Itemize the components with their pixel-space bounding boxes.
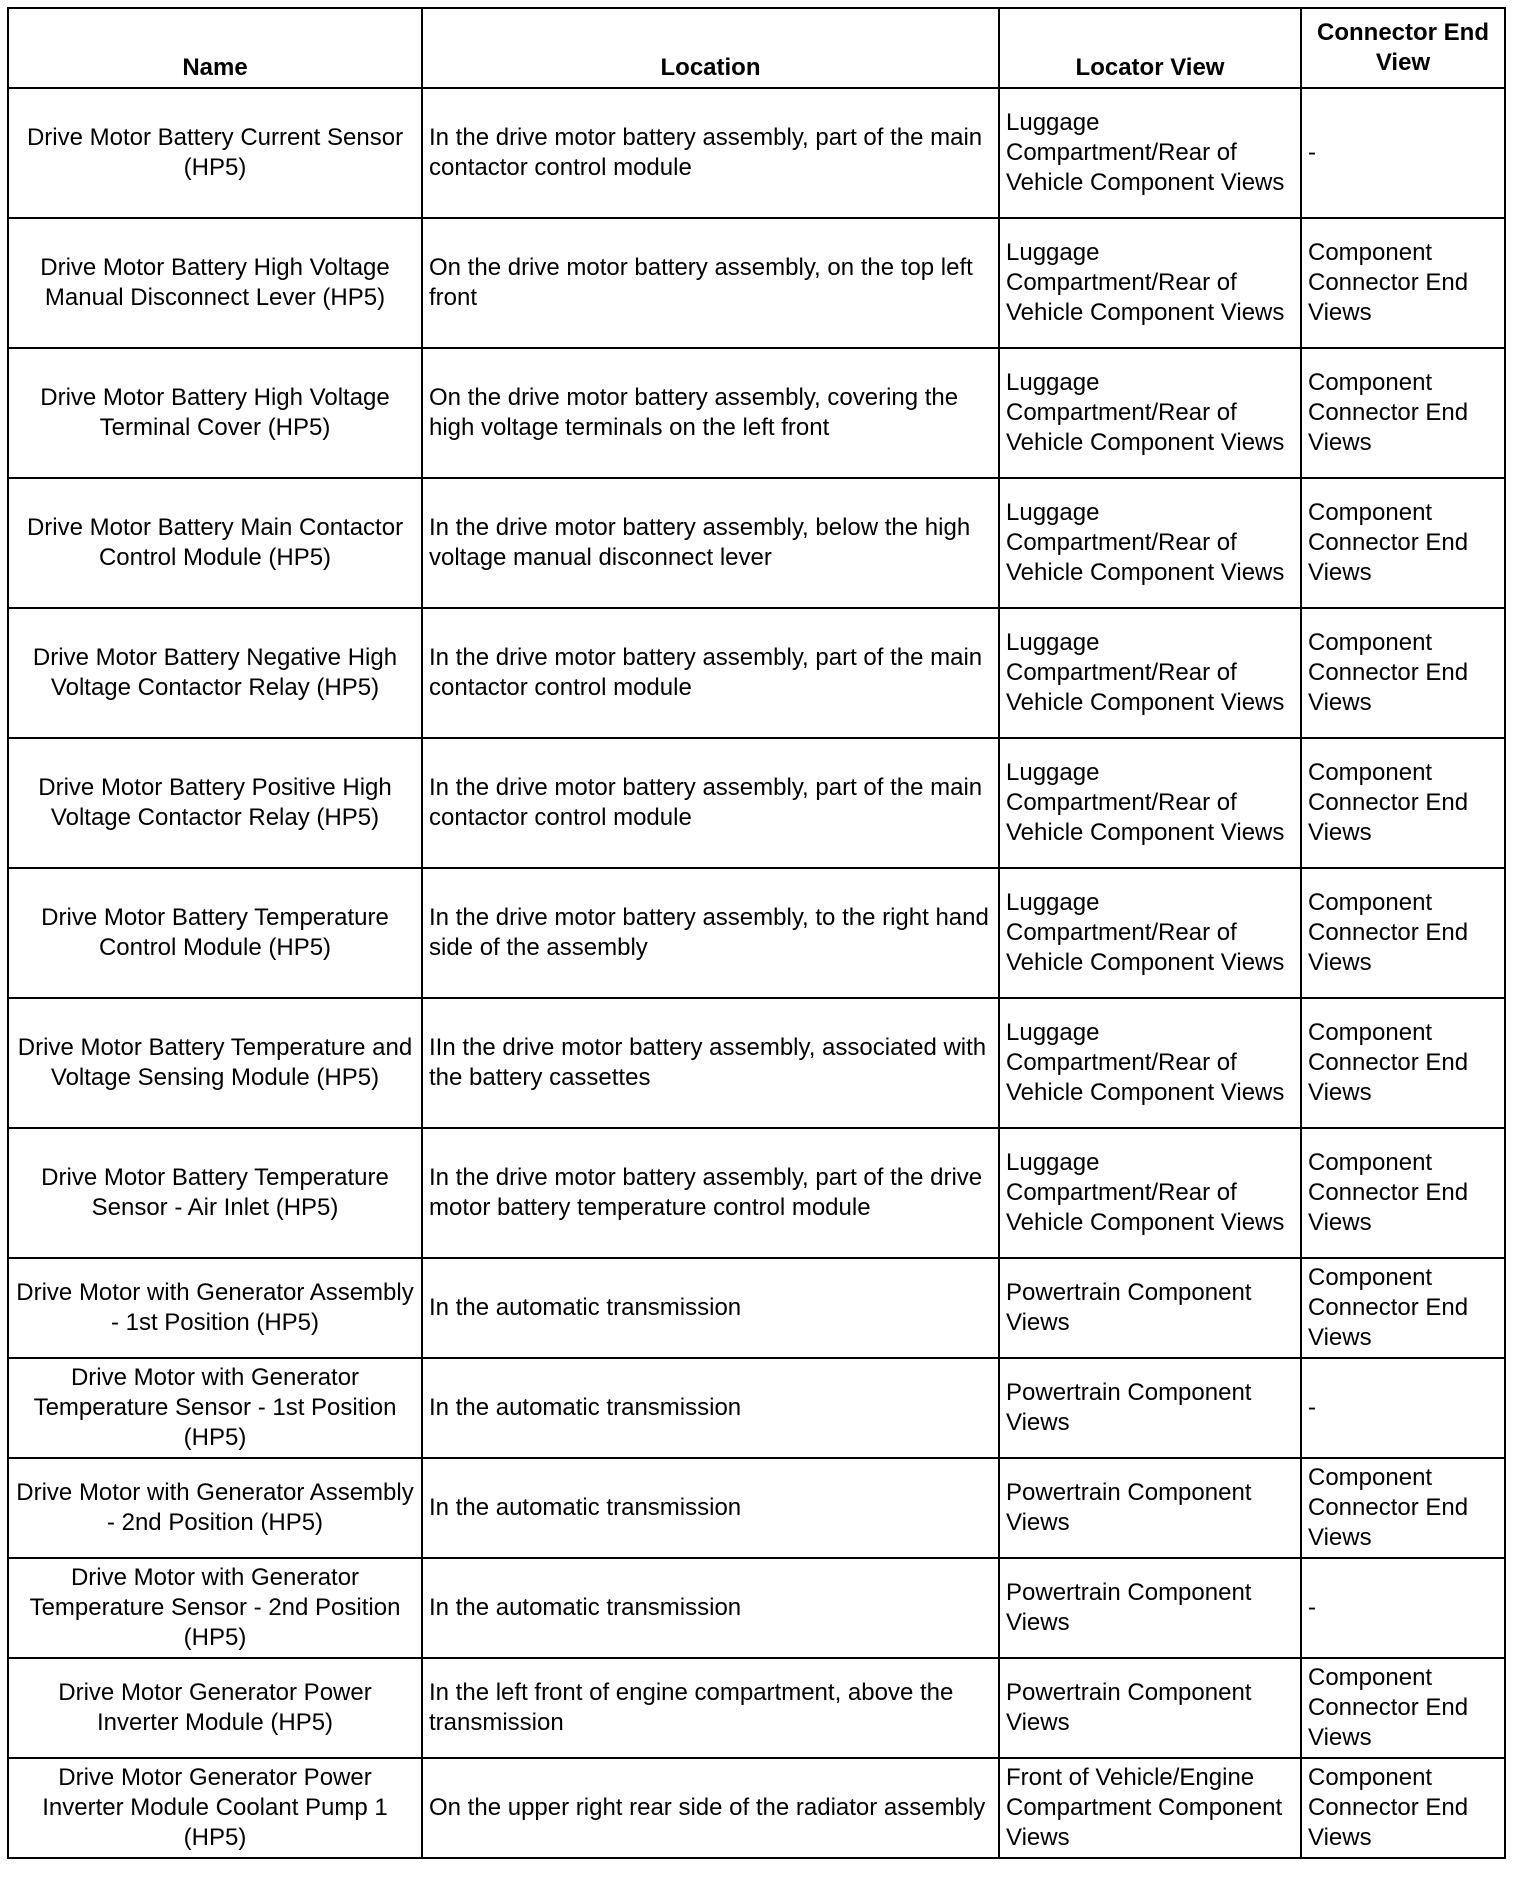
cell-name: Drive Motor with Generator Assembly - 1st Position (HP5) (8, 1258, 422, 1358)
cell-locator-view: Luggage Compartment/Rear of Vehicle Component Views (999, 608, 1301, 738)
table-row (8, 348, 1505, 478)
cell-location: In the drive motor battery assembly, part of the main contactor control module (422, 608, 999, 738)
cell-locator-view: Luggage Compartment/Rear of Vehicle Component Views (999, 88, 1301, 218)
table-row (8, 88, 1505, 218)
cell-name: Drive Motor Battery Negative High Voltage Contactor Relay (HP5) (8, 608, 422, 738)
cell-connector-end-view: Component Connector End Views (1301, 1758, 1505, 1858)
cell-locator-view: Front of Vehicle/Engine Compartment Component Views (999, 1758, 1301, 1858)
table-row (8, 738, 1505, 868)
cell-location: On the drive motor battery assembly, on the top left front (422, 218, 999, 348)
cell-locator-view: Luggage Compartment/Rear of Vehicle Component Views (999, 998, 1301, 1128)
table-header (8, 8, 1505, 88)
cell-connector-end-view: - (1301, 88, 1505, 218)
cell-connector-end-view: Component Connector End Views (1301, 1128, 1505, 1258)
header-locator-view: Locator View (999, 8, 1301, 88)
cell-connector-end-view: Component Connector End Views (1301, 348, 1505, 478)
cell-name: Drive Motor Battery High Voltage Manual Disconnect Lever (HP5) (8, 218, 422, 348)
header-location: Location (422, 8, 999, 88)
header-row (8, 8, 1505, 88)
cell-name: Drive Motor Battery Positive High Voltage Contactor Relay (HP5) (8, 738, 422, 868)
cell-connector-end-view: - (1301, 1358, 1505, 1458)
cell-connector-end-view: Component Connector End Views (1301, 998, 1505, 1128)
cell-connector-end-view: Component Connector End Views (1301, 478, 1505, 608)
cell-locator-view: Luggage Compartment/Rear of Vehicle Component Views (999, 348, 1301, 478)
cell-location: In the automatic transmission (422, 1558, 999, 1658)
cell-connector-end-view: Component Connector End Views (1301, 868, 1505, 998)
cell-locator-view: Luggage Compartment/Rear of Vehicle Component Views (999, 1128, 1301, 1258)
cell-name: Drive Motor with Generator Assembly - 2nd Position (HP5) (8, 1458, 422, 1558)
cell-name: Drive Motor Generator Power Inverter Module (HP5) (8, 1658, 422, 1758)
cell-name: Drive Motor Battery Main Contactor Control Module (HP5) (8, 478, 422, 608)
cell-name: Drive Motor Battery High Voltage Terminal Cover (HP5) (8, 348, 422, 478)
table-row (8, 1358, 1505, 1458)
cell-locator-view: Luggage Compartment/Rear of Vehicle Component Views (999, 218, 1301, 348)
cell-name: Drive Motor with Generator Temperature Sensor - 2nd Position (HP5) (8, 1558, 422, 1658)
cell-connector-end-view: Component Connector End Views (1301, 1458, 1505, 1558)
cell-name: Drive Motor Battery Temperature Control Module (HP5) (8, 868, 422, 998)
cell-connector-end-view: Component Connector End Views (1301, 608, 1505, 738)
cell-connector-end-view: Component Connector End Views (1301, 218, 1505, 348)
cell-location: In the drive motor battery assembly, part of the drive motor battery temperature control module (422, 1128, 999, 1258)
cell-location: In the automatic transmission (422, 1358, 999, 1458)
table-row (8, 1758, 1505, 1858)
cell-connector-end-view: Component Connector End Views (1301, 1258, 1505, 1358)
cell-location: In the left front of engine compartment, above the transmission (422, 1658, 999, 1758)
table-row (8, 1458, 1505, 1558)
cell-locator-view: Luggage Compartment/Rear of Vehicle Component Views (999, 738, 1301, 868)
cell-location: On the upper right rear side of the radiator assembly (422, 1758, 999, 1858)
cell-location: In the drive motor battery assembly, part of the main contactor control module (422, 738, 999, 868)
table-row (8, 608, 1505, 738)
cell-connector-end-view: - (1301, 1558, 1505, 1658)
table-row (8, 998, 1505, 1128)
cell-name: Drive Motor Battery Temperature Sensor - Air Inlet (HP5) (8, 1128, 422, 1258)
cell-connector-end-view: Component Connector End Views (1301, 1658, 1505, 1758)
component-locator-table (7, 7, 1506, 1859)
cell-name: Drive Motor Generator Power Inverter Module Coolant Pump 1 (HP5) (8, 1758, 422, 1858)
cell-location: In the drive motor battery assembly, part of the main contactor control module (422, 88, 999, 218)
table-row (8, 218, 1505, 348)
cell-connector-end-view: Component Connector End Views (1301, 738, 1505, 868)
table-row (8, 1658, 1505, 1758)
cell-location: IIn the drive motor battery assembly, associated with the battery cassettes (422, 998, 999, 1128)
cell-locator-view: Luggage Compartment/Rear of Vehicle Component Views (999, 868, 1301, 998)
table-body (8, 88, 1505, 1858)
header-name: Name (8, 8, 422, 88)
cell-location: In the automatic transmission (422, 1258, 999, 1358)
cell-locator-view: Powertrain Component Views (999, 1658, 1301, 1758)
cell-locator-view: Powertrain Component Views (999, 1258, 1301, 1358)
cell-locator-view: Powertrain Component Views (999, 1458, 1301, 1558)
cell-locator-view: Powertrain Component Views (999, 1558, 1301, 1658)
cell-locator-view: Powertrain Component Views (999, 1358, 1301, 1458)
cell-location: In the drive motor battery assembly, to the right hand side of the assembly (422, 868, 999, 998)
table-row (8, 478, 1505, 608)
cell-name: Drive Motor Battery Current Sensor (HP5) (8, 88, 422, 218)
cell-name: Drive Motor with Generator Temperature Sensor - 1st Position (HP5) (8, 1358, 422, 1458)
header-connector-end-view: Connector End View (1301, 8, 1505, 88)
cell-location: On the drive motor battery assembly, covering the high voltage terminals on the left front (422, 348, 999, 478)
cell-locator-view: Luggage Compartment/Rear of Vehicle Component Views (999, 478, 1301, 608)
table-row (8, 868, 1505, 998)
table-row (8, 1128, 1505, 1258)
table-row (8, 1558, 1505, 1658)
cell-name: Drive Motor Battery Temperature and Voltage Sensing Module (HP5) (8, 998, 422, 1128)
cell-location: In the automatic transmission (422, 1458, 999, 1558)
table-row (8, 1258, 1505, 1358)
cell-location: In the drive motor battery assembly, below the high voltage manual disconnect lever (422, 478, 999, 608)
